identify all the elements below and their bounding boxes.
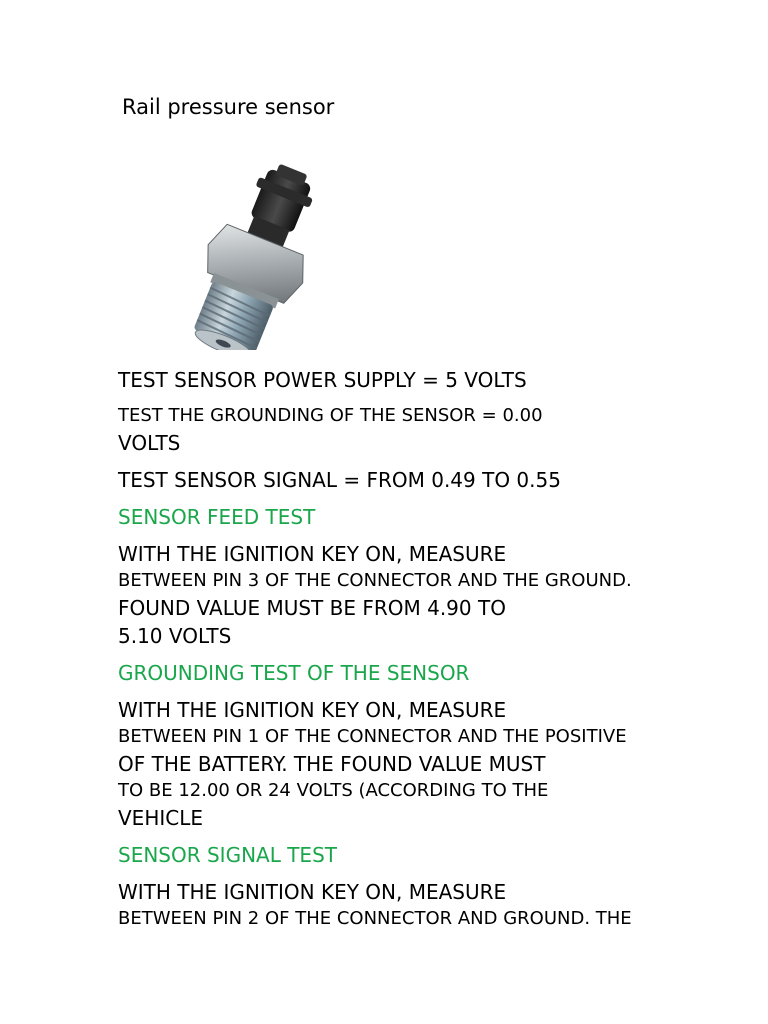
grounding-spec-line-2: VOLTS: [118, 431, 181, 455]
signal-spec: TEST SENSOR SIGNAL = FROM 0.49 TO 0.55: [118, 468, 561, 492]
rail-pressure-sensor-photo: [120, 150, 370, 350]
feed-test-line-1: WITH THE IGNITION KEY ON, MEASURE: [118, 542, 507, 566]
grounding-test-line-4: TO BE 12.00 OR 24 VOLTS (ACCORDING TO THE: [118, 780, 549, 801]
document-title: Rail pressure sensor: [122, 95, 335, 119]
grounding-test-line-2: BETWEEN PIN 1 OF THE CONNECTOR AND THE POSITIVE: [118, 726, 627, 747]
grounding-spec-line-1: TEST THE GROUNDING OF THE SENSOR = 0.00: [118, 405, 543, 426]
grounding-test-line-3: OF THE BATTERY. THE FOUND VALUE MUST: [118, 752, 546, 776]
signal-test-line-1: WITH THE IGNITION KEY ON, MEASURE: [118, 880, 507, 904]
power-supply-spec: TEST SENSOR POWER SUPPLY = 5 VOLTS: [118, 368, 527, 392]
signal-test-line-2: BETWEEN PIN 2 OF THE CONNECTOR AND GROUND. THE: [118, 908, 632, 929]
grounding-test-line-5: VEHICLE: [118, 806, 203, 830]
feed-test-line-4: 5.10 VOLTS: [118, 624, 232, 648]
feed-test-line-3: FOUND VALUE MUST BE FROM 4.90 TO: [118, 596, 506, 620]
signal-test-heading: SENSOR SIGNAL TEST: [118, 843, 337, 867]
grounding-test-line-1: WITH THE IGNITION KEY ON, MEASURE: [118, 698, 507, 722]
feed-test-line-2: BETWEEN PIN 3 OF THE CONNECTOR AND THE GROUND.: [118, 570, 632, 591]
feed-test-heading: SENSOR FEED TEST: [118, 505, 316, 529]
grounding-test-heading: GROUNDING TEST OF THE SENSOR: [118, 661, 470, 685]
document-body: [118, 366, 758, 932]
